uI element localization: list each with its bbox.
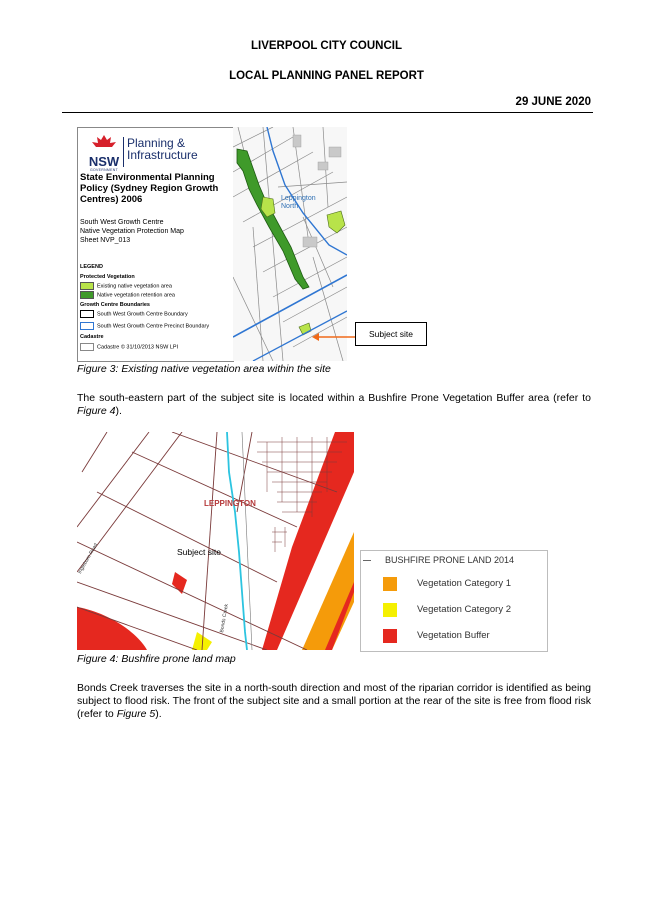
boundaries-heading: Growth Centre Boundaries	[80, 302, 150, 308]
department-name	[127, 137, 198, 161]
department-line-1: Planning &	[127, 136, 186, 150]
leppington-north-label: Leppington North	[281, 195, 316, 210]
report-title: LOCAL PLANNING PANEL REPORT	[229, 70, 424, 82]
cadastre-heading: Cadastre	[80, 334, 104, 340]
subject-site-callout: Subject site	[355, 322, 427, 346]
figure4-map	[77, 432, 354, 650]
precinct-boundary-swatch	[80, 322, 94, 330]
figure3-legend-panel	[77, 127, 234, 362]
legend-swatch	[383, 603, 397, 617]
council-name: LIVERPOOL CITY COUNCIL	[250, 40, 402, 52]
legend-label: Vegetation Buffer	[417, 630, 490, 642]
legend-item	[383, 575, 511, 591]
paragraph-flood: Bonds Creek traverses the site in a north-south direction and most of the riparian corridor is identified as being subject to flood risk. The front of the subject site and a small portion at the rear of the site is free from flood risk (refer to Figure 5).	[77, 682, 591, 720]
cadastre-swatch	[80, 343, 94, 351]
nsw-logo	[86, 134, 122, 172]
leppington-label: LEPPINGTON	[204, 499, 256, 508]
figure4-caption: Figure 4: Bushfire prone land map	[77, 653, 236, 665]
legend-dash	[363, 560, 371, 561]
existing-veg-swatch	[80, 282, 94, 290]
legend-title: BUSHFIRE PRONE LAND 2014	[385, 555, 515, 565]
figure4-reference: Figure 4	[77, 405, 116, 417]
figure3-map	[233, 127, 347, 361]
bushfire-legend	[360, 550, 548, 652]
legend-item	[383, 627, 490, 643]
nsw-wordmark: NSW	[88, 154, 120, 169]
retention-veg-swatch	[80, 291, 94, 299]
map-desc-line-1: South West Growth Centre	[80, 219, 164, 226]
ingleburn-road-label: Ingleburn Road	[77, 542, 100, 575]
legend-label: Vegetation Category 2	[417, 604, 512, 616]
sepp-title: State Environmental Planning Policy (Sydney Region Growth Centres) 2006	[80, 172, 219, 205]
paragraph-bushfire: The south-eastern part of the subject site is located within a Bushfire Prone Vegetation Buffer area (refer to Figure 4).	[77, 392, 591, 417]
government-text: GOVERNMENT	[89, 168, 119, 172]
map-desc-line-2: Native Vegetation Protection Map	[80, 228, 184, 235]
callout-arrow	[310, 330, 360, 345]
figure3-caption: Figure 3: Existing native vegetation area within the site	[77, 363, 331, 375]
legend-item-cadastre: Cadastre © 31/10/2013 NSW LPI	[80, 343, 178, 351]
legend-swatch	[383, 629, 397, 643]
native-vegetation-map	[233, 127, 347, 361]
legend-label: Vegetation Category 1	[417, 578, 512, 590]
legend-heading: LEGEND	[80, 264, 103, 270]
bonds-creek-label: Bonds Creek	[219, 603, 230, 634]
legend-item-gc-boundary: South West Growth Centre Boundary	[80, 310, 188, 318]
map-description	[80, 218, 184, 245]
bushfire-prone-land-map	[77, 432, 354, 650]
report-date: 29 JUNE 2020	[515, 96, 591, 108]
gc-boundary-swatch	[80, 310, 94, 318]
legend-item-existing: Existing native vegetation area	[80, 282, 172, 290]
legend-swatch	[383, 577, 397, 591]
legend-item-retention: Native vegetation retention area	[80, 291, 175, 299]
figure5-reference: Figure 5	[116, 708, 156, 720]
legend-item-precinct: South West Growth Centre Precinct Boundary	[80, 322, 209, 330]
waratah-icon	[89, 134, 119, 150]
legend-item	[383, 601, 511, 617]
subject-site-label: Subject site	[177, 547, 221, 557]
protected-veg-heading: Protected Vegetation	[80, 274, 135, 280]
header-rule	[62, 112, 593, 113]
logo-divider	[123, 137, 124, 167]
map-desc-line-3: Sheet NVP_013	[80, 237, 131, 244]
department-line-2: Infrastructure	[127, 148, 198, 162]
